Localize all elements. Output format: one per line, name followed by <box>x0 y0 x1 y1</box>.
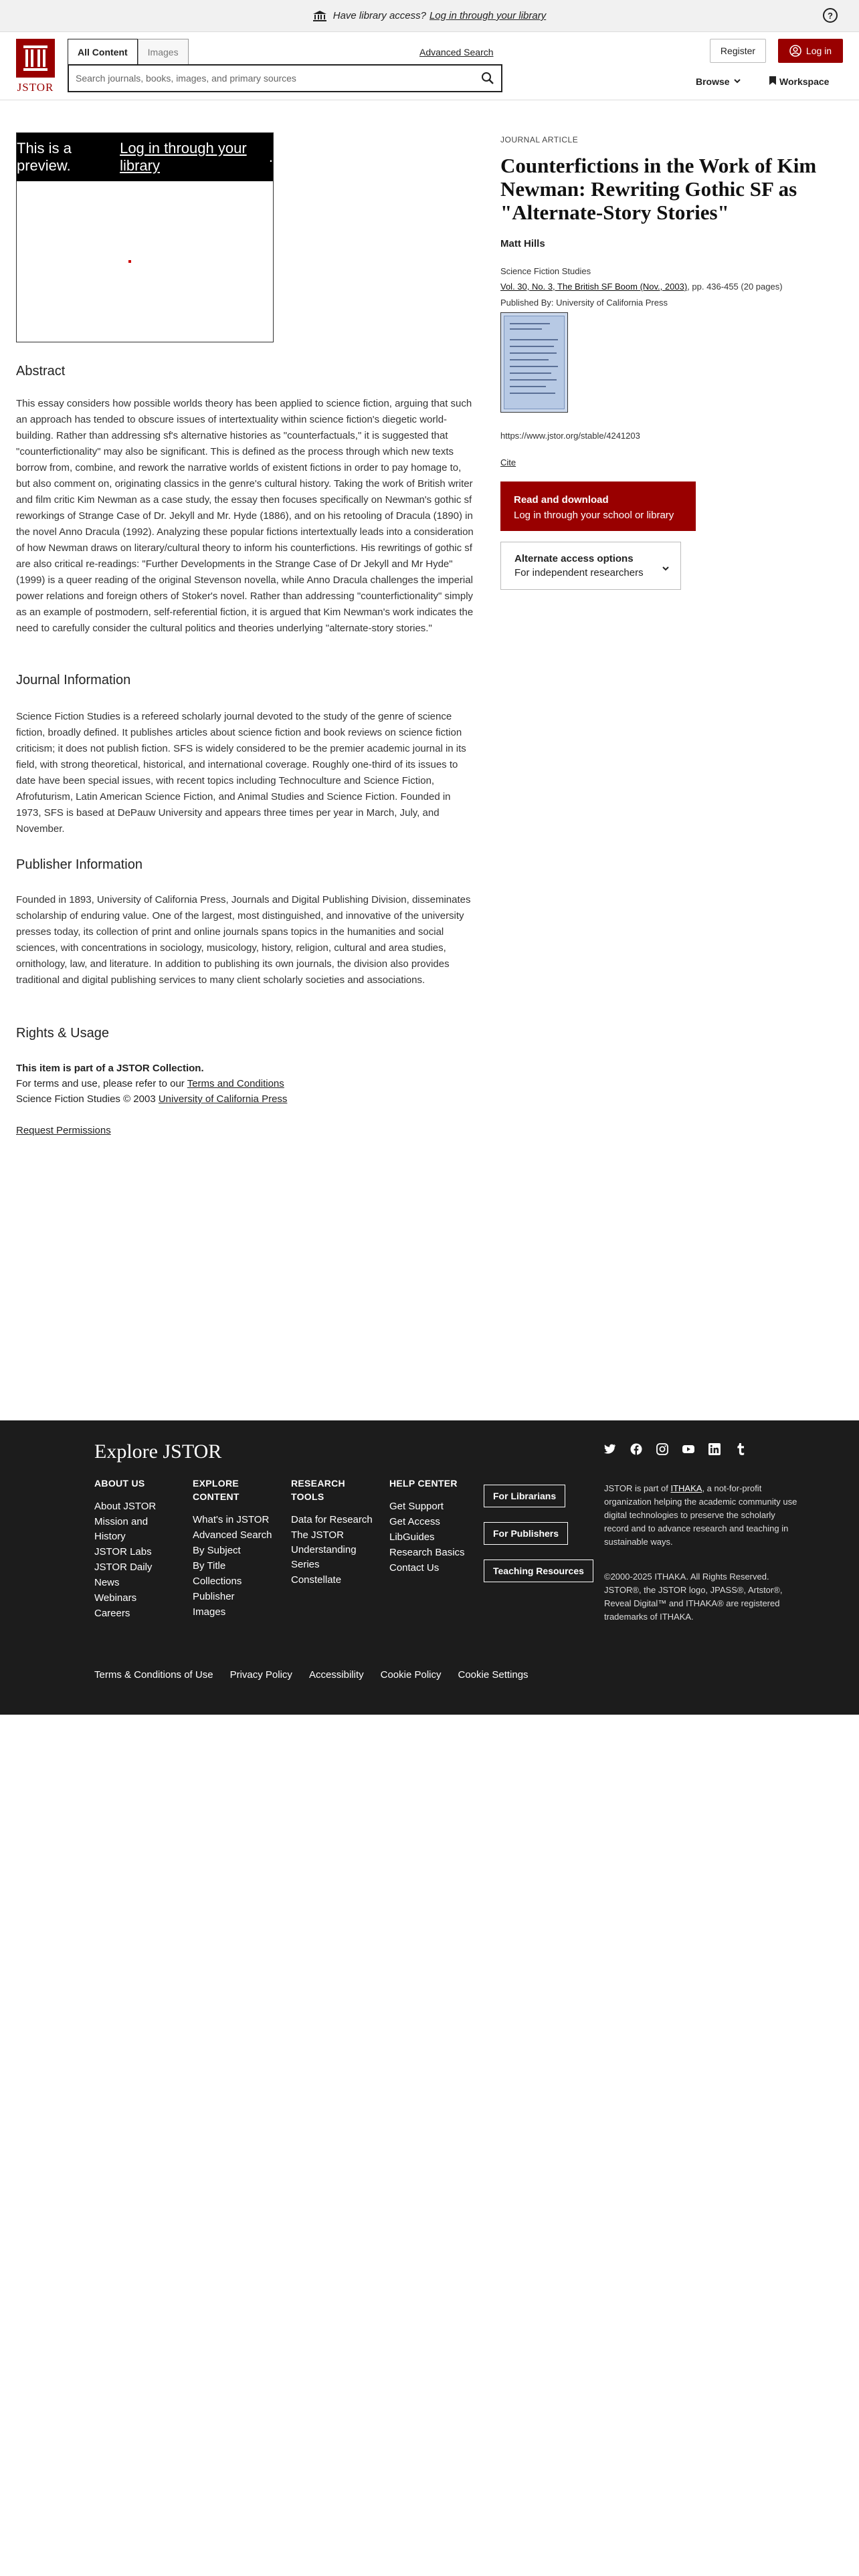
footer-link[interactable]: Research Basics <box>389 1547 465 1558</box>
terms-link[interactable]: Terms and Conditions <box>187 1078 284 1089</box>
footer-link[interactable]: By Title <box>193 1560 226 1572</box>
footer-link[interactable]: Careers <box>94 1608 130 1619</box>
jstor-logo[interactable] <box>16 39 58 95</box>
instagram-icon[interactable] <box>656 1443 668 1455</box>
read-title: Read and download <box>514 494 609 506</box>
cookie-settings-link[interactable]: Cookie Settings <box>458 1669 529 1681</box>
chevron-down-icon <box>733 76 741 87</box>
footer-link[interactable]: Webinars <box>94 1592 137 1604</box>
footer-link[interactable]: Constellate <box>291 1574 342 1586</box>
alt-access-subtitle: For independent researchers <box>514 567 644 578</box>
read-subtitle: Log in through your school or library <box>514 510 674 521</box>
footer-link[interactable]: By Subject <box>193 1545 241 1556</box>
item-type-label: JOURNAL ARTICLE <box>500 135 579 144</box>
footer-link[interactable]: Contact Us <box>389 1562 440 1574</box>
rights-heading: Rights & Usage <box>16 1026 109 1041</box>
site-footer <box>0 1420 859 1715</box>
jstor-logo-mark <box>16 39 55 78</box>
user-circle-icon <box>789 45 801 57</box>
issue-link[interactable]: Vol. 30, No. 3, The British SF Boom (Nov., 2003) <box>500 282 688 292</box>
journal-info-text: Science Fiction Studies is a refereed scholarly journal devoted to the study of the genre of science fiction, broadly defined. It publishes articles about science fiction and book reviews on science fiction criticism; it does not publish fiction. SFS is widely considered to be the premier academic journal in its field, with strong theoretical, historical, and international coverage. Roughly one-third of its issues to date have been special issues, with recent topics including Technoculture and Science Fiction, Afrofuturism, Latin American Science Fiction, and Animal Studies and Science Fiction. Founded in 1973, SFS is based at DePauw University and appears three times per year in March, July, and November. <box>16 711 466 835</box>
rights-text <box>16 1061 478 1107</box>
workspace-label: Workspace <box>779 76 830 87</box>
browse-label: Browse <box>696 76 730 87</box>
article-title: Counterfictions in the Work of Kim Newman: Rewriting Gothic SF as "Alternate-Story Stories" <box>500 154 817 224</box>
privacy-policy-link[interactable]: Privacy Policy <box>229 1669 292 1681</box>
workspace-menu[interactable] <box>769 76 829 87</box>
cookie-policy-link[interactable]: Cookie Policy <box>380 1669 442 1681</box>
publisher-info-heading: Publisher Information <box>16 857 142 872</box>
abstract-text: This essay considers how possible worlds theory has been applied to science fiction, arguing that such an approach has tended to obscure issues of intertextuality within science fiction's diegetic world-building. Rather than addressing sf's alternative histories as "counterfactuals," it is suggested that "counterfictionality" may also be significant. This is defined as the process through which new texts borrow from, combine, and rework the narrative worlds of existent fictions in order to pay homage to, but also comment on, originating classics in the genre's cultural history. Taking the work of British writer and film critic Kim Newman as a case study, the essay then focuses specifically on Newman's gothic sf reworkings of Strange Case of Dr. Jekyll and Mr. Hyde (1886), and on his retooling of Dracula (1890) in the novel Anno Dracula (1992). Analyzing these popular fictions intertextually leads into a consideration of how Newman draws on literary/cultural theory to inform his counterfictions. His rewritings of gothic sf are also critical re-readings: "Further Developments in the Strange Case of Dr Jekyll and Mr Hyde" (1999) is a queer reading of the original Stevenson novella, while Anno Dracula challenges the imperial power relations and foreign others of Stoker's novel. Rather than addressing "counterfictionality" simply as an example of postmodern, self-referential fiction, it is argued that Kim Newman's work indicates the need to carefully consider the cultural politics and theories underlying "alternate-story stories." <box>16 398 474 634</box>
search-icon[interactable] <box>481 72 494 85</box>
footer-copyright: ©2000-2025 ITHAKA. All Rights Reserved. JSTOR®, the JSTOR logo, JPASS®, Artstor®, Reveal Digital™ and ITHAKA® are registered trademarks of ITHAKA. <box>604 1572 783 1622</box>
article-author: Matt Hills <box>500 238 545 249</box>
stable-url: https://www.jstor.org/stable/4241203 <box>500 431 640 441</box>
abstract-heading: Abstract <box>16 364 66 379</box>
preview-notice <box>17 133 273 181</box>
copyright-line <box>16 1091 478 1107</box>
publisher-link[interactable]: University of California Press <box>158 1093 288 1105</box>
journal-name: Science Fiction Studies <box>500 266 591 276</box>
footer-title: Explore JSTOR <box>94 1440 222 1463</box>
for-librarians-button[interactable]: For Librarians <box>484 1485 565 1507</box>
footer-link[interactable]: News <box>94 1577 120 1588</box>
facebook-icon[interactable] <box>630 1443 642 1455</box>
read-and-download-button[interactable] <box>500 481 696 531</box>
teaching-resources-button[interactable]: Teaching Resources <box>484 1560 593 1582</box>
library-access-question: Have library access? <box>332 10 426 21</box>
youtube-icon[interactable] <box>682 1443 694 1455</box>
footer-col-explore-content <box>193 1477 278 1620</box>
tab-all-content[interactable]: All Content <box>68 39 138 64</box>
journal-cover-image[interactable] <box>500 312 568 413</box>
terms-line <box>16 1076 478 1091</box>
footer-col-heading: RESEARCH TOOLS <box>291 1478 345 1502</box>
footer-col-heading: EXPLORE CONTENT <box>193 1478 240 1502</box>
bookmark-icon <box>769 76 776 87</box>
social-links <box>604 1443 747 1455</box>
journal-cover-art <box>504 316 565 409</box>
site-header <box>0 32 859 100</box>
accessibility-link[interactable]: Accessibility <box>308 1669 364 1681</box>
footer-col-research-tools <box>291 1477 378 1588</box>
linkedin-icon[interactable] <box>708 1443 721 1455</box>
footer-col-heading: HELP CENTER <box>389 1478 458 1489</box>
jstor-logo-text: JSTOR <box>17 81 54 94</box>
footer-link[interactable]: Collections <box>193 1576 242 1587</box>
login-button-label: Log in <box>805 45 832 56</box>
article-preview <box>16 132 274 342</box>
register-button[interactable]: Register <box>710 39 766 63</box>
library-access-banner <box>0 0 859 32</box>
about-prefix: JSTOR is part of <box>604 1483 668 1493</box>
login-button[interactable] <box>778 39 843 63</box>
search-tabs <box>68 39 189 64</box>
copyright-prefix: Science Fiction Studies © 2003 <box>16 1093 156 1105</box>
footer-link[interactable]: Mission and History <box>94 1516 149 1542</box>
footer-link[interactable]: What's in JSTOR <box>193 1514 270 1525</box>
footer-link[interactable]: Advanced Search <box>193 1529 272 1541</box>
alternate-access-dropdown[interactable] <box>500 542 681 590</box>
preview-login-link[interactable]: Log in through your library <box>120 140 247 174</box>
footer-link[interactable]: The JSTOR Understanding Series <box>291 1529 357 1570</box>
preview-message: This is a preview. <box>17 140 72 174</box>
footer-col-help-center <box>389 1477 476 1576</box>
footer-link[interactable]: Publisher <box>193 1591 235 1602</box>
browse-menu[interactable] <box>696 76 741 87</box>
search-input[interactable] <box>69 66 457 91</box>
preview-loading-dot <box>128 260 131 263</box>
publisher-info-text: Founded in 1893, University of California Press, Journals and Digital Publishing Division, disseminates scholarship of enduring value. One of the largest, most distinguished, and innovative of the university presses today, its collection of print and online journals spans topics in the humanities and social sciences, with concentrations in sociology, musicology, history, religion, cultural and area studies, ornithology, law, and literature. In addition to publishing its own journals, the division also provides traditional and digital publishing services to many client scholarly societies and associations. <box>16 894 471 986</box>
ithaka-link[interactable]: ITHAKA <box>670 1483 702 1493</box>
tumblr-icon[interactable] <box>735 1443 747 1455</box>
footer-link[interactable]: Images <box>193 1606 226 1618</box>
footer-link[interactable]: Data for Research <box>291 1514 373 1525</box>
issue-line <box>500 282 783 292</box>
footer-link[interactable]: About JSTOR <box>94 1501 157 1512</box>
footer-link[interactable]: Get Support <box>389 1501 444 1512</box>
footer-link[interactable]: LibGuides <box>389 1531 435 1543</box>
preview-period: . <box>268 148 273 165</box>
help-icon[interactable]: ? <box>823 8 838 23</box>
advanced-search-link[interactable]: Advanced Search <box>419 47 494 58</box>
search-box <box>68 64 502 92</box>
footer-col-about-us <box>94 1477 168 1622</box>
library-login-link[interactable]: Log in through your library <box>429 10 547 21</box>
for-publishers-button[interactable]: For Publishers <box>484 1522 568 1545</box>
bank-icon <box>313 11 326 21</box>
published-by: Published By: University of California Press <box>500 298 668 308</box>
page-range: , pp. 436-455 (20 pages) <box>687 282 783 292</box>
tab-images[interactable]: Images <box>138 39 189 64</box>
cite-link[interactable]: Cite <box>500 457 516 467</box>
request-permissions-link[interactable]: Request Permissions <box>16 1125 111 1136</box>
collection-note: This item is part of a JSTOR Collection. <box>16 1063 204 1074</box>
footer-legal-links <box>94 1669 529 1681</box>
terms-of-use-link[interactable]: Terms & Conditions of Use <box>94 1669 213 1681</box>
footer-link[interactable]: JSTOR Labs <box>94 1546 152 1558</box>
terms-prefix: For terms and use, please refer to our <box>16 1078 185 1089</box>
journal-info-heading: Journal Information <box>16 673 131 687</box>
about-suffix: , a not-for-profit organization helping the academic community use digital technologies to preserve the scholarly record and to advance research and teaching in sustainable ways. <box>604 1483 797 1547</box>
chevron-down-icon <box>662 562 670 570</box>
footer-link[interactable]: Get Access <box>389 1516 440 1527</box>
footer-col-heading: ABOUT US <box>94 1478 145 1489</box>
footer-link[interactable]: JSTOR Daily <box>94 1562 153 1573</box>
alt-access-title: Alternate access options <box>514 553 634 564</box>
twitter-icon[interactable] <box>604 1443 616 1455</box>
ithaka-about <box>604 1482 798 1549</box>
